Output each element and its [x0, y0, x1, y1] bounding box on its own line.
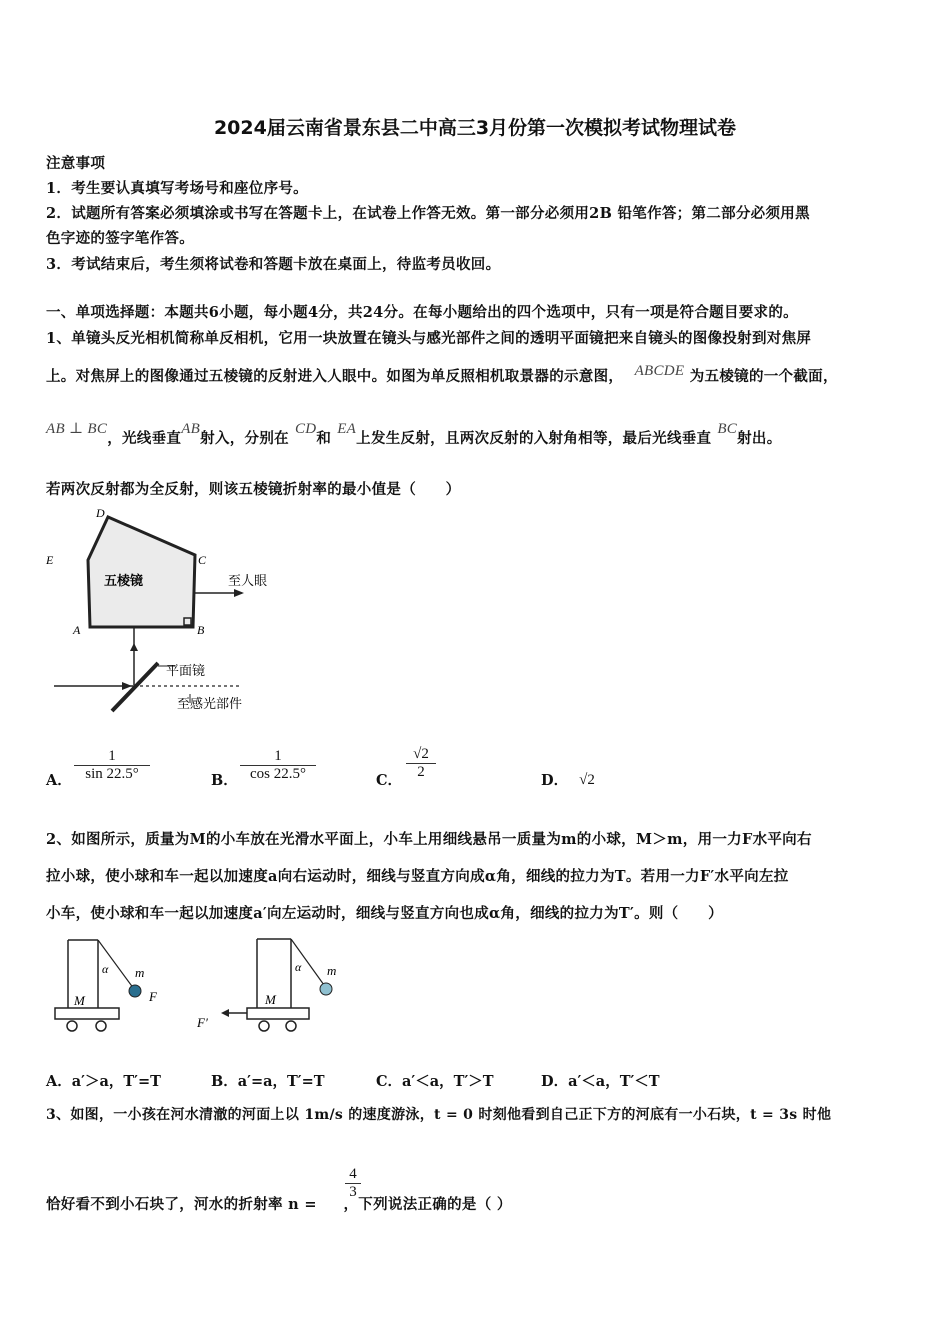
page-title: 2024届云南省景东县二中高三3月份第一次模拟考试物理试卷: [213, 117, 737, 139]
math-bc: BC: [717, 421, 738, 437]
ball: [320, 983, 332, 995]
arrow-right-icon: [122, 682, 132, 690]
label-a: A: [73, 623, 81, 637]
label-mirror: 平面镜: [166, 663, 206, 678]
label-M: M: [74, 993, 85, 1008]
q2-option-a: A．a′＞a，T′=T: [46, 1073, 161, 1090]
label-d: D: [96, 506, 105, 520]
arrow-left-icon: [221, 1009, 229, 1017]
section-heading: 一、单项选择题：本题共6小题，每小题4分，共24分。在每小题给出的四个选项中，只有一项是符合题目要求的。: [46, 304, 798, 321]
q1-text: ，光线垂直: [107, 430, 182, 447]
notice-item: 2．试题所有答案必须填涂或书写在答题卡上，在试卷上作答无效。第一部分必须用2B 铅笔作答；第二部分必须用黑: [46, 205, 810, 222]
fraction-numerator: 4: [349, 1166, 357, 1182]
arrow-up-icon: [130, 643, 138, 651]
math-cd: CD: [294, 421, 317, 437]
label-e: E: [46, 553, 54, 567]
option-a-label: A．: [46, 772, 72, 789]
q3-text: ，下列说法正确的是（ ）: [343, 1196, 512, 1213]
wheel-icon: [96, 1021, 106, 1031]
q1-line1: 1、单镜头反光相机简称单反相机，它用一块放置在镜头与感光部件之间的透明平面镜把来自镜头的图像投射到对焦屏: [46, 330, 812, 347]
q1-line4: 若两次反射都为全反射，则该五棱镜折射率的最小值是（ ）: [46, 481, 461, 498]
option-b-fraction: [240, 748, 316, 783]
label-c: C: [198, 553, 207, 567]
option-d-value: √2: [579, 772, 595, 788]
arrow-right-icon: [234, 589, 244, 597]
notice-item: 1．考生要认真填写考场号和座位序号。: [46, 180, 308, 197]
label-m: m: [135, 965, 145, 980]
pentaprism-shape: [88, 517, 195, 627]
label-F-prime: F′: [197, 1015, 208, 1030]
pentaprism-figure: [40, 503, 280, 718]
option-c-label: C．: [376, 772, 403, 789]
q1-text: 射出。: [737, 430, 782, 447]
math-ab: AB: [181, 421, 201, 437]
option-d-label: D．: [541, 772, 569, 789]
label-F: F: [149, 989, 157, 1004]
label-sensor: 至感光部件: [177, 696, 243, 711]
refractive-index-fraction: [345, 1166, 361, 1201]
notice-item: 色字迹的签字笔作答。: [46, 230, 194, 247]
ball: [129, 985, 141, 997]
fraction-denominator: cos 22.5°: [240, 765, 316, 783]
wheel-icon: [286, 1021, 296, 1031]
math-ea: EA: [337, 421, 357, 437]
option-a-fraction: [74, 748, 150, 783]
q2-line1: 2、如图所示，质量为M的小车放在光滑水平面上，小车上用细线悬吊一质量为m的小球，M＞m，用一力F水平向右: [46, 831, 812, 848]
cart-body: [55, 1008, 119, 1019]
cart-body: [247, 1008, 309, 1019]
fraction-numerator: √2: [413, 746, 429, 762]
label-prism: 五棱镜: [104, 573, 144, 588]
q2-line3: 小车，使小球和车一起以加速度a′向左运动时，细线与竖直方向也成α角，细线的拉力为T′。则（ ）: [46, 905, 723, 922]
fraction-denominator: sin 22.5°: [74, 765, 150, 783]
q3-line2: [46, 1193, 512, 1214]
label-b: B: [197, 623, 205, 637]
label-eye: 至人眼: [228, 573, 268, 588]
label-m: m: [327, 963, 337, 978]
q2-option-b: B．a′=a，T′=T: [211, 1073, 325, 1090]
q1-text: 和: [316, 430, 332, 447]
q1-text: 上。对焦屏上的图像通过五棱镜的反射进入人眼中。如图为单反照相机取景器的示意图，: [46, 368, 624, 385]
q1-text: 为五棱镜的一个截面，: [689, 368, 838, 385]
q2-option-c: C．a′＜a，T′＞T: [376, 1073, 494, 1090]
q1-line3: [46, 421, 782, 448]
math-perp: AB ⊥ BC: [46, 421, 108, 437]
wheel-icon: [259, 1021, 269, 1031]
cart-figure-left: [195, 935, 350, 1035]
math-abcde: ABCDE: [634, 363, 685, 379]
plane-mirror: [112, 663, 158, 711]
fraction-numerator: 1: [274, 748, 282, 764]
option-c-fraction: [406, 746, 436, 781]
q2-line2: 拉小球，使小球和车一起以加速度a向右运动时，细线与竖直方向成α角，细线的拉力为T。若用一力F′水平向左拉: [46, 868, 789, 885]
q1-text: 射入，分别在: [200, 430, 289, 447]
fraction-denominator: 3: [345, 1183, 361, 1201]
cart-figure-right: [50, 935, 175, 1035]
q3-line1: 3、如图，一小孩在河水清澈的河面上以 1m/s 的速度游泳，t = 0 时刻他看到自己正下方的河底有一小石块，t = 3s 时他: [46, 1107, 832, 1123]
notice-item: 3．考试结束后，考生须将试卷和答题卡放在桌面上，待监考员收回。: [46, 256, 501, 273]
label-alpha: α: [102, 962, 109, 976]
q2-option-d: D．a′＜a，T′＜T: [541, 1073, 660, 1090]
option-b-label: B．: [211, 772, 238, 789]
fraction-numerator: 1: [108, 748, 116, 764]
label-M: M: [265, 992, 276, 1007]
q3-text: 恰好看不到小石块了，河水的折射率 n =: [46, 1196, 323, 1213]
wheel-icon: [67, 1021, 77, 1031]
q1-line2: [46, 365, 838, 386]
label-alpha: α: [295, 960, 302, 974]
q1-text: 上发生反射，且两次反射的入射角相等，最后光线垂直: [356, 430, 712, 447]
notice-heading: 注意事项: [46, 155, 106, 172]
fraction-denominator: 2: [406, 763, 436, 781]
